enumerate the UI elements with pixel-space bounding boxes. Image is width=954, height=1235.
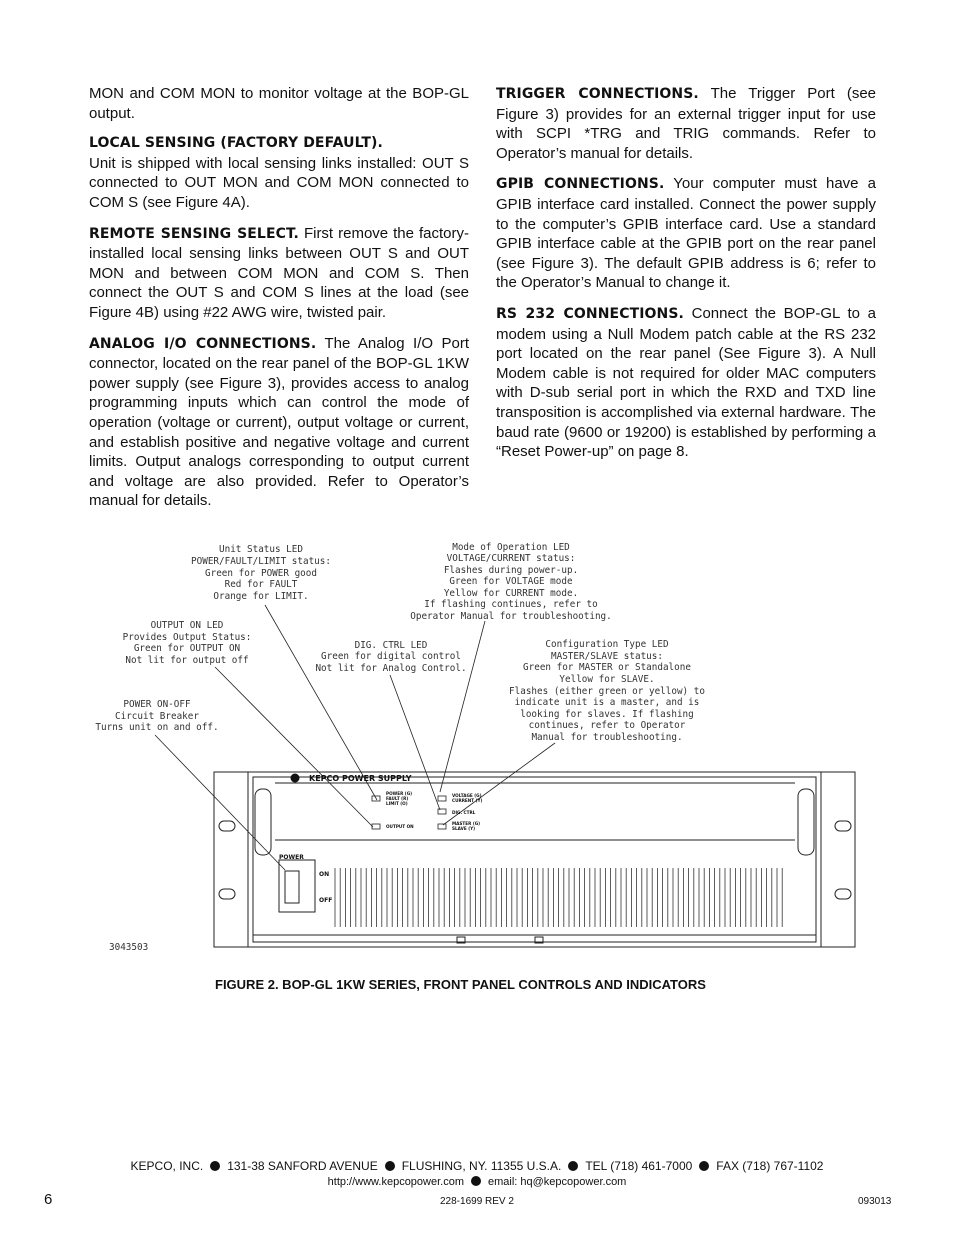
callout-config-line: Flashes (either green or yellow) to [509,686,705,697]
callout-mode-led [410,542,612,622]
callout-dig-line: Green for digital control [321,651,461,662]
callout-dig-ctrl [315,640,466,674]
callout-mode-line: Green for VOLTAGE mode [449,576,573,587]
footer-web-line [0,1176,954,1188]
led-voltage-current [438,796,446,801]
callout-unit-status-line: POWER/FAULT/LIMIT status: [191,556,331,567]
local-sensing-heading: LOCAL SENSING (FACTORY DEFAULT). [89,135,383,152]
intro-paragraph: MON and COM MON to monitor voltage at the BOP-GL output. [89,85,469,122]
callout-mode-line: Flashes during power-up. [443,565,579,576]
bullet-icon [210,1161,220,1171]
callout-mode-line: Mode of Operation LED [452,542,570,553]
remote-sensing-body: First remove the factory-installed local sensing links between OUT S and OUT MON and between COM MON and COM S. Then connect the OUT S and COM S lines at the load (see Figure 4B) using #22 AWG wire, twisted pair. [89,224,469,321]
bullet-icon [699,1161,709,1171]
callout-unit-status-line: Green for POWER good [205,568,317,579]
callout-mode-line: VOLTAGE/CURRENT status: [446,553,576,564]
analog-paragraph [89,334,469,511]
ventilation-slots [335,868,782,927]
gpib-paragraph [496,174,876,293]
local-sensing-paragraph [89,134,469,212]
leader-output-on [215,667,373,827]
local-sensing-body: Unit is shipped with local sensing links installed: OUT S connected to OUT MON and COM MON connected to COM S (see Figure 4A). [89,154,469,211]
front-panel-figure [95,535,865,960]
analog-heading: ANALOG I/O CONNECTIONS. [89,335,317,352]
footer-city: FLUSHING, NY. 11355 U.S.A. [401,1159,562,1173]
callout-mode-line: If flashing continues, refer to [424,599,598,610]
rs232-body: Connect the BOP-GL to a modem using a Null Modem patch cable at the RS 232 port located on the rear panel (See Figure 3). A Null Modem cable is not required for older MAC computers with D-sub serial port in which the RXD and TXD line transposition is accomplished via external hardware. The baud rate (9600 or 19200) is established by performing a “Reset Power-up” on page 8. [496,304,876,461]
power-off-label: OFF [319,897,333,904]
callout-config-line: Configuration Type LED [545,639,669,650]
callout-output-line: Provides Output Status: [122,632,252,643]
rack-slot-right-top [835,821,851,831]
callout-power-line: Circuit Breaker [115,711,199,722]
power-switch-label: POWER [279,854,304,861]
power-switch-rocker [285,871,299,903]
bullet-icon [568,1161,578,1171]
trigger-heading: TRIGGER CONNECTIONS. [496,86,699,102]
rack-ear-right [821,772,855,947]
callout-output-line: OUTPUT ON LED [150,620,224,631]
power-switch [279,860,315,912]
callout-config-line: Green for MASTER or Standalone [523,662,691,673]
led-label: FAULT (R) [386,796,409,801]
drawing-number: 3043503 [109,942,149,953]
panel-brand: KEPCO POWER SUPPLY [309,774,412,783]
gpib-heading: GPIB CONNECTIONS. [496,176,665,193]
left-column [89,84,469,522]
leader-power [155,735,285,870]
remote-sensing-heading: REMOTE SENSING SELECT. [89,225,299,242]
callout-power-switch [95,699,218,733]
footer-company: KEPCO, INC. [130,1159,204,1173]
callout-config-line: indicate unit is a master, and is [514,697,700,708]
led-output-on [372,824,380,829]
led-label: MASTER (G) [452,821,481,826]
footer-fax: FAX (718) 767-1102 [716,1159,824,1173]
callout-dig-line: Not lit for Analog Control. [315,663,467,674]
led-label: POWER (G) [386,791,413,796]
callout-power-line: POWER ON-OFF [123,699,191,710]
callout-unit-status [191,544,331,602]
power-switch-plate [279,860,315,912]
callout-config-line: continues, refer to Operator [528,720,686,731]
power-on-label: ON [319,871,330,878]
led-label: DIG. CTRL [452,810,476,815]
handle-left [255,789,271,855]
trigger-paragraph [496,84,876,163]
kepco-logo-icon [291,774,300,783]
callout-unit-status-line: Unit Status LED [219,544,303,555]
right-column [496,84,876,473]
footer-web[interactable]: http://www.kepcopower.com [327,1176,464,1188]
page-number: 6 [44,1191,53,1208]
leader-unit-status [265,605,377,800]
led-label: OUTPUT ON [386,824,414,829]
analog-body: The Analog I/O Port connector, located on the rear panel of the BOP-GL 1KW power supply (see Figure 3), provides access to analog programming inputs which can control the mode of operation (voltage or current), output voltage or current, and establish positive and negative voltage and current limits. Output analogs corresponding to output current and voltage are also provided. Refer to Operator’s manual for details. [89,334,470,510]
led-master-slave [438,824,446,829]
chassis-inner [253,777,816,942]
rs232-heading: RS 232 CONNECTIONS. [496,305,684,322]
callout-config-line: Yellow for SLAVE. [559,674,655,685]
callout-config-line: Manual for troubleshooting. [531,732,683,743]
rack-ear-left [214,772,248,947]
trigger-body: The Trigger Port (see Figure 3) provides for an external trigger input for use with SCPI *TRG and TRIG commands. Refer to Operator’s manual for details. [496,85,877,162]
footer-tel: TEL (718) 461-7000 [585,1159,693,1173]
date-code: 093013 [858,1196,892,1207]
callout-config-line: MASTER/SLAVE status: [551,651,663,662]
rack-slot-left-bottom [219,889,235,899]
led-label: VOLTAGE (G) [452,793,482,798]
led-label: SLAVE (Y) [452,826,476,831]
callout-unit-status-line: Orange for LIMIT. [213,591,309,602]
callout-unit-status-line: Red for FAULT [224,579,298,590]
leader-mode [440,621,485,792]
bullet-icon [385,1161,395,1171]
footer-email[interactable]: email: hq@kepcopower.com [488,1176,627,1188]
callout-output-line: Not lit for output off [125,655,249,666]
callout-config-led [509,639,705,743]
document-number: 228-1699 REV 2 [440,1196,514,1207]
handle-right [798,789,814,855]
rack-slot-right-bottom [835,889,851,899]
remote-sensing-paragraph [89,224,469,323]
front-panel-drawing [95,535,865,960]
led-labels [386,791,483,831]
led-label: CURRENT (Y) [452,798,483,803]
rs232-paragraph [496,304,876,462]
footer-address-line [0,1159,954,1173]
callout-power-line: Turns unit on and off. [95,722,219,733]
leader-dig-ctrl [390,675,440,810]
callout-mode-line: Yellow for CURRENT mode. [443,588,579,599]
rack-slot-left-top [219,821,235,831]
footer-address: 131-38 SANFORD AVENUE [227,1159,378,1173]
figure-caption: FIGURE 2. BOP-GL 1KW SERIES, FRONT PANEL CONTROLS AND INDICATORS [215,977,706,992]
bullet-icon [471,1176,481,1186]
led-label: LIMIT (O) [386,801,408,806]
callout-dig-line: DIG. CTRL LED [354,640,428,651]
led-dig-ctrl [438,809,446,814]
callout-config-line: looking for slaves. If flashing [520,709,694,720]
gpib-body: Your computer must have a GPIB interface card installed. Connect the power supply to the computer’s GPIB interface card. Use a standard GPIB interface cable at the GPIB port on the rear panel (see Figure 3). The default GPIB address is 6; refer to the Operator’s Manual to change it. [496,175,876,292]
callout-output-on [123,620,252,666]
callout-mode-line: Operator Manual for troubleshooting. [410,611,612,622]
callout-output-line: Green for OUTPUT ON [133,643,241,654]
